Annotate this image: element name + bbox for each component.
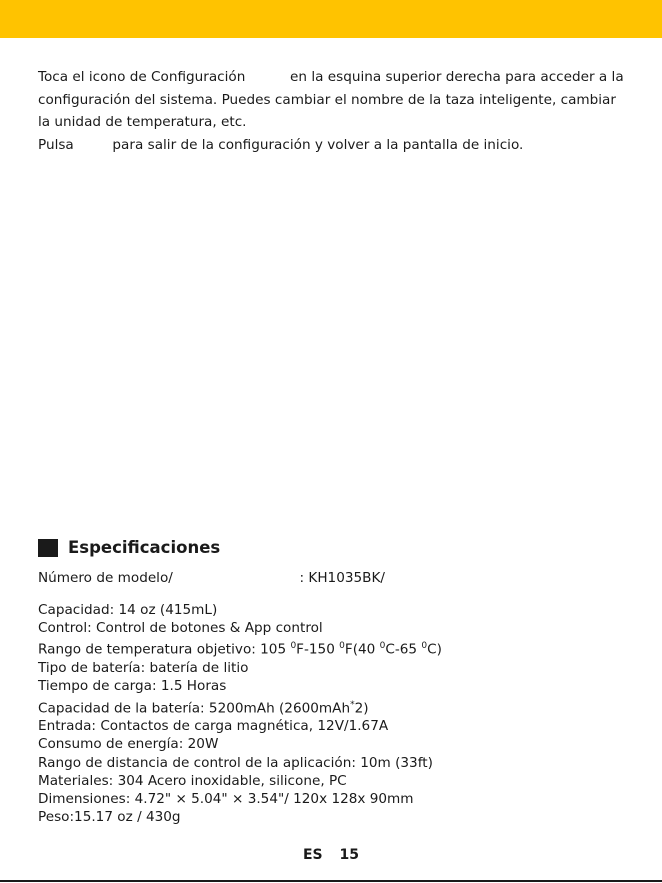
temp-text: F(40 bbox=[344, 641, 380, 658]
specs-heading bbox=[38, 538, 220, 557]
intro-text: en la esquina superior derecha para acceder a la bbox=[290, 69, 624, 85]
intro-line-1 bbox=[38, 66, 638, 89]
temp-text: C-65 bbox=[385, 641, 422, 658]
temp-text: Rango de temperatura objetivo: 105 bbox=[38, 641, 291, 658]
intro-text: Toca el icono de Configuración bbox=[38, 69, 246, 85]
spec-battery-type: Tipo de batería: batería de litio bbox=[38, 660, 249, 677]
battery-text: Capacidad de la batería: 5200mAh (2600mAh bbox=[38, 700, 351, 717]
intro-line-2: configuración del sistema. Puedes cambiar el nombre de la taza inteligente, cambiar bbox=[38, 91, 616, 108]
temp-text: C) bbox=[427, 641, 442, 658]
spec-power: Consumo de energía: 20W bbox=[38, 736, 219, 753]
model-label: Número de modelo/ bbox=[38, 570, 173, 586]
intro-text: Pulsa bbox=[38, 136, 74, 153]
page-footer bbox=[0, 847, 662, 863]
spec-capacity: Capacidad: 14 oz (415mL) bbox=[38, 602, 218, 618]
page-number: 15 bbox=[339, 847, 359, 863]
spec-battery-capacity bbox=[38, 696, 442, 718]
spec-input: Entrada: Contactos de carga magnética, 12V/1.67A bbox=[38, 718, 389, 735]
language-code: ES bbox=[302, 847, 323, 863]
degree-mark: 0 bbox=[290, 641, 297, 652]
heading-square-icon bbox=[38, 539, 58, 557]
specs-title: Especificaciones bbox=[68, 538, 221, 557]
asterisk-mark: * bbox=[350, 699, 355, 710]
spec-weight: Peso:15.17 oz / 430g bbox=[38, 809, 181, 826]
degree-mark: 0 bbox=[421, 641, 428, 652]
degree-mark: 0 bbox=[339, 641, 345, 652]
intro-text: para salir de la configuración y volver a la pantalla de inicio. bbox=[112, 136, 524, 153]
intro-line-4 bbox=[38, 134, 638, 157]
header-bar bbox=[0, 0, 662, 38]
settings-instructions bbox=[38, 66, 638, 156]
bottom-divider bbox=[0, 880, 662, 882]
temp-text: F-150 bbox=[296, 641, 340, 658]
spec-materials: Materiales: 304 Acero inoxidable, silicone, PC bbox=[38, 772, 347, 789]
battery-text: 2) bbox=[354, 700, 369, 717]
specs-list bbox=[38, 601, 442, 827]
model-number bbox=[38, 570, 385, 586]
spec-control: Control: Control de botones & App control bbox=[38, 620, 323, 637]
spec-charge-time: Tiempo de carga: 1.5 Horas bbox=[38, 678, 227, 695]
model-value: : KH1035BK/ bbox=[299, 570, 385, 586]
spec-temperature bbox=[38, 637, 442, 659]
intro-line-3: la unidad de temperatura, etc. bbox=[38, 114, 247, 130]
spec-dimensions: Dimensiones: 4.72" × 5.04" × 3.54"/ 120x 128x 90mm bbox=[38, 791, 414, 808]
spec-range: Rango de distancia de control de la aplicación: 10m (33ft) bbox=[38, 754, 433, 771]
degree-mark: 0 bbox=[379, 641, 386, 652]
